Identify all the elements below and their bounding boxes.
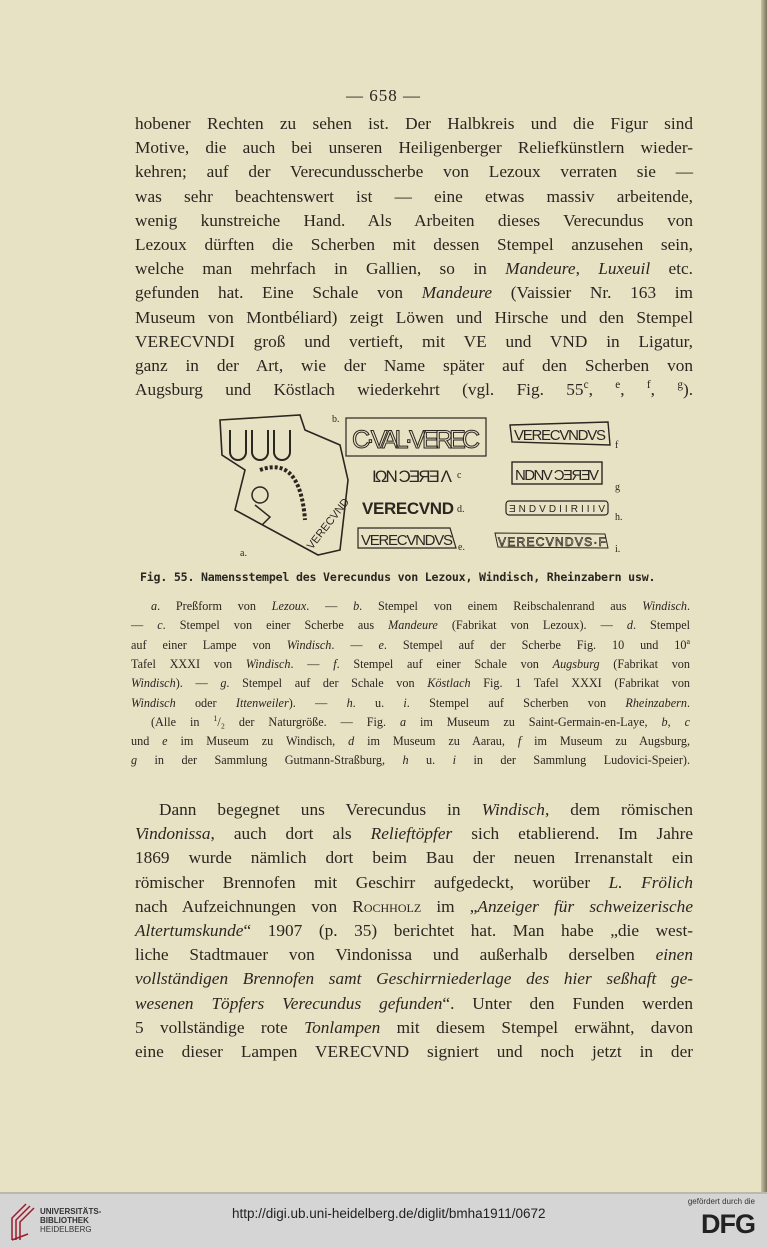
text-run: u.: [408, 753, 453, 768]
text-run: nach Aufzeichnungen von: [135, 896, 353, 916]
permalink-url[interactable]: http://digi.ub.uni-heidelberg.de/diglit/bmha1911/0672: [232, 1206, 546, 1221]
page-number: — 658 —: [346, 86, 421, 105]
text-run: im Museum zu Aarau,: [354, 734, 518, 749]
text-run: ,: [575, 259, 599, 279]
stamp-b: C·VAL·VEREC: [352, 426, 480, 454]
text-run: auf einer Lampe von: [131, 637, 287, 652]
italic-text: f: [333, 656, 337, 671]
library-line-1: UNIVERSITÄTS-: [40, 1207, 102, 1216]
italic-text: Mandeure: [421, 283, 493, 303]
italic-text: einen: [655, 945, 693, 965]
italic-text: Ittenweiler: [235, 695, 289, 710]
stamp-e: VERECVNDVS: [361, 532, 453, 549]
text-run: (Alle in: [151, 714, 214, 729]
caption-line: [131, 695, 690, 711]
italic-text: Windisch: [245, 656, 291, 671]
text-line: [135, 186, 693, 208]
text-run: römischer Brennofen mit Geschirr aufgedeckt, worüber: [135, 872, 609, 892]
text-run: . Stempel auf einer Schale von: [336, 656, 553, 671]
ub-heidelberg-name: [40, 1207, 101, 1234]
figure-label-b: b.: [332, 414, 340, 425]
caption-line: [131, 617, 690, 633]
stamp-i: VERECVNDVS·F: [498, 535, 606, 549]
text-run: im „: [421, 896, 478, 916]
figure-label-g: g: [615, 482, 620, 493]
stamp-c: ΙΩΝ ϽƎЯƎ Ʌ: [372, 467, 452, 486]
text-run: . Stempel auf Scherben von: [406, 695, 626, 710]
caption-line: [131, 675, 690, 691]
text-run: mit diesem Stempel erwähnt, davon: [380, 1017, 693, 1037]
text-run: wenig kunstreiche Hand. Als Arbeiten dieses Verecundus von: [135, 210, 693, 230]
text-run: Dann begegnet uns Verecundus in: [159, 800, 482, 819]
italic-text: vollständigen Brennofen samt Geschirrniederlage des hier seßhaft ge-: [135, 969, 693, 989]
text-run: . Stempel auf der Scherbe Fig. 10 und 10: [383, 637, 687, 652]
italic-text: Mandeure: [388, 618, 438, 633]
italic-text: Windisch: [286, 637, 332, 652]
italic-text: Vindonissa: [135, 824, 211, 844]
text-run: ). —: [288, 695, 347, 710]
figure-label-e: e.: [458, 542, 465, 553]
text-run: . —: [331, 637, 379, 652]
text-run: . u.: [352, 695, 404, 710]
text-run: (Fabrikat von: [599, 656, 690, 671]
text-run: VERECVNDI groß und vertieft, mit VE und VND in Ligatur,: [135, 331, 693, 351]
caption-line: [131, 598, 690, 614]
italic-text: a: [151, 599, 158, 613]
figure-label-c: c: [457, 470, 462, 481]
text-line: [135, 968, 693, 990]
text-line: [135, 799, 693, 821]
text-run: Museum von Montbéliard) zeigt Löwen und Hirsche und den Stempel: [135, 307, 693, 327]
text-line: [135, 823, 693, 845]
italic-text: Windisch: [642, 599, 687, 613]
stamp-d: VERECVND: [362, 499, 454, 518]
text-run: eine dieser Lampen VERECVND signiert und noch jetzt in der: [135, 1042, 693, 1061]
text-run: .: [686, 599, 691, 613]
stamp-g: NDNV ϽƎЯƎV: [515, 467, 599, 484]
text-run: 5 vollständige rote: [135, 1017, 305, 1037]
italic-text: d: [626, 618, 633, 633]
text-line: [135, 282, 693, 304]
text-run: “ 1907 (p. 35) berichtet hat. Man habe „die west-: [243, 921, 693, 940]
funding-note: gefördert durch die: [687, 1197, 755, 1206]
text-line: [135, 258, 693, 280]
text-run: ). —: [175, 676, 221, 691]
figure-label-h: h.: [615, 512, 623, 523]
library-line-2: BIBLIOTHEK: [40, 1216, 89, 1225]
italic-text: i: [403, 695, 407, 710]
italic-text: a: [399, 714, 407, 729]
italic-text: Windisch: [131, 676, 176, 691]
scan-edge: [761, 0, 767, 1192]
italic-text: Mandeure: [505, 259, 576, 279]
superscript: 1: [213, 713, 218, 723]
text-run: . Preßform von: [157, 599, 272, 613]
italic-text: e: [378, 637, 384, 652]
text-run: in der Sammlung Ludovici-Speier).: [456, 753, 690, 768]
text-run: . —: [306, 599, 354, 613]
figure-label-a: a.: [240, 548, 247, 559]
figure-55-stamps: [200, 400, 640, 560]
figure-label-i: i.: [615, 544, 621, 555]
text-line: [135, 872, 693, 894]
figure-a-pressform: [220, 415, 348, 555]
italic-text: f: [517, 734, 522, 749]
italic-text: Augsburg: [552, 656, 600, 671]
italic-text: g: [220, 676, 227, 691]
text-run: /₂ der Naturgröße. — Fig.: [217, 714, 400, 729]
caption-line: [131, 733, 690, 749]
text-run: Fig. 1 Tafel XXXI (Fabrikat von: [470, 676, 691, 691]
text-run: im Museum zu Saint-Germain-en-Laye,: [406, 714, 662, 729]
caption-line: [131, 656, 690, 672]
text-run: ).: [682, 380, 694, 400]
italic-text: Köstlach: [427, 676, 471, 691]
text-run: 1869 wurde nämlich dort beim Bau der neuen Irrenanstalt ein: [135, 848, 693, 868]
italic-text: Anzeiger für schweizerische: [477, 896, 693, 916]
italic-text: i: [452, 753, 457, 768]
text-run: was sehr beachtenswert ist — eine etwas massiv arbeitende,: [135, 186, 693, 206]
text-run: . Stempel von einem Reibschalenrand aus: [359, 599, 643, 613]
dfg-logo[interactable]: DFG: [701, 1209, 755, 1239]
italic-text: g: [131, 753, 138, 768]
figure-label-f: f: [615, 440, 619, 451]
library-line-3: HEIDELBERG: [40, 1225, 92, 1234]
text-line: [135, 920, 693, 942]
text-line: [135, 355, 693, 377]
text-run: Lezoux dürften die Scherben mit dessen Stempel anzusehen sein,: [135, 235, 693, 254]
superscript: c: [583, 379, 589, 392]
text-line: [135, 307, 693, 329]
italic-text: Windisch: [481, 800, 545, 819]
text-run: Motive, die auch bei unseren Heiligenberger Reliefkünstlern wieder-: [135, 138, 693, 158]
text-run: , auch dort als: [210, 824, 371, 844]
text-line: [135, 993, 693, 1015]
text-run: ,: [650, 380, 678, 400]
superscript: e: [615, 379, 621, 392]
figure-a-stamp: VERECVND: [304, 496, 352, 552]
italic-text: Windisch: [131, 695, 176, 710]
italic-text: Tonlampen: [304, 1017, 381, 1037]
text-run: gefunden hat. Eine Schale von: [135, 283, 422, 303]
text-run: —: [131, 618, 158, 633]
text-line: [135, 113, 693, 135]
italic-text: Lezoux: [271, 599, 307, 613]
text-run: im Museum zu Windisch,: [167, 734, 349, 749]
text-run: welche man mehrfach in Gallien, so in: [135, 259, 506, 279]
text-run: . —: [290, 656, 334, 671]
text-run: und: [131, 734, 163, 749]
italic-text: c: [684, 714, 690, 729]
text-run: . Stempel: [632, 618, 690, 633]
text-run: “. Unter den Funden werden: [442, 993, 693, 1013]
text-line: [135, 1017, 693, 1039]
italic-text: Altertumskunde: [135, 921, 244, 940]
italic-text: d: [348, 734, 355, 749]
text-run: . Stempel von einer Scherbe aus: [162, 618, 389, 633]
text-line: [135, 234, 693, 256]
text-run: hobener Rechten zu sehen ist. Der Halbkreis und die Figur sind: [135, 114, 693, 133]
text-line: [135, 137, 693, 159]
text-run: ,: [588, 380, 616, 400]
italic-text: Luxeuil: [598, 259, 651, 279]
superscript: g: [677, 379, 683, 392]
italic-text: h: [402, 753, 409, 768]
text-line: [135, 1041, 693, 1063]
figure-label-d: d.: [457, 504, 465, 515]
superscript: f: [646, 379, 651, 392]
italic-text: b: [353, 599, 360, 613]
text-run: kehren; auf der Verecundusscherbe von Lezoux verraten sie —: [135, 162, 693, 182]
text-run: Augsburg und Köstlach wiederkehrt (vgl. Fig. 55: [135, 380, 584, 400]
italic-text: h: [346, 695, 353, 710]
text-run: (Fabrikat von Lezoux). —: [437, 618, 627, 633]
text-run: , dem römischen: [544, 800, 693, 819]
text-run: oder: [175, 695, 236, 710]
italic-text: e: [162, 734, 168, 749]
stamp-h: ƎNDVDIIRIIIV: [509, 504, 605, 515]
text-run: ,: [620, 380, 647, 400]
caption-line: [131, 752, 690, 768]
stamp-f: VERECVNDVS: [514, 427, 606, 444]
text-run: sich etablierend. Im Jahre: [452, 824, 693, 844]
text-run: .: [686, 695, 691, 710]
text-line: [135, 210, 693, 232]
text-line: [135, 896, 693, 918]
figure-caption-title: Fig. 55. Namensstempel des Verecundus von Lezoux, Windisch, Rheinzabern usw.: [140, 570, 656, 584]
text-run: Tafel XXXI von: [131, 656, 246, 671]
text-line: [135, 379, 693, 401]
text-run: liche Stadtmauer von Vindonissa und außerhalb derselben: [135, 945, 656, 965]
text-line: [135, 331, 693, 353]
text-run: . Stempel auf der Schale von: [226, 676, 428, 691]
italic-text: L. Frölich: [608, 872, 693, 892]
text-run: ,: [667, 714, 685, 729]
italic-text: wesenen Töpfers Verecundus gefunden: [135, 993, 443, 1013]
caption-line: [131, 637, 690, 653]
text-run: in der Sammlung Gutmann-Straßburg,: [137, 753, 403, 768]
text-line: [135, 944, 693, 966]
text-run: im Museum zu Augsburg,: [521, 734, 690, 749]
text-line: [135, 847, 693, 869]
italic-text: c: [157, 618, 163, 633]
footer-bar: [0, 1192, 767, 1248]
text-line: [135, 161, 693, 183]
text-run: ganz in der Art, wie der Name später auf den Scherben von: [135, 356, 693, 375]
italic-text: Relieftöpfer: [370, 824, 453, 844]
italic-text: b: [661, 714, 668, 729]
text-run: etc.: [650, 259, 694, 279]
caption-line: [131, 714, 690, 730]
ub-heidelberg-logo-icon[interactable]: [8, 1200, 38, 1242]
italic-text: Rheinzabern: [625, 695, 687, 710]
superscript: a: [686, 636, 691, 646]
text-run: Rochholz: [352, 896, 422, 916]
text-run: (Vaissier Nr. 163 im: [492, 283, 693, 303]
